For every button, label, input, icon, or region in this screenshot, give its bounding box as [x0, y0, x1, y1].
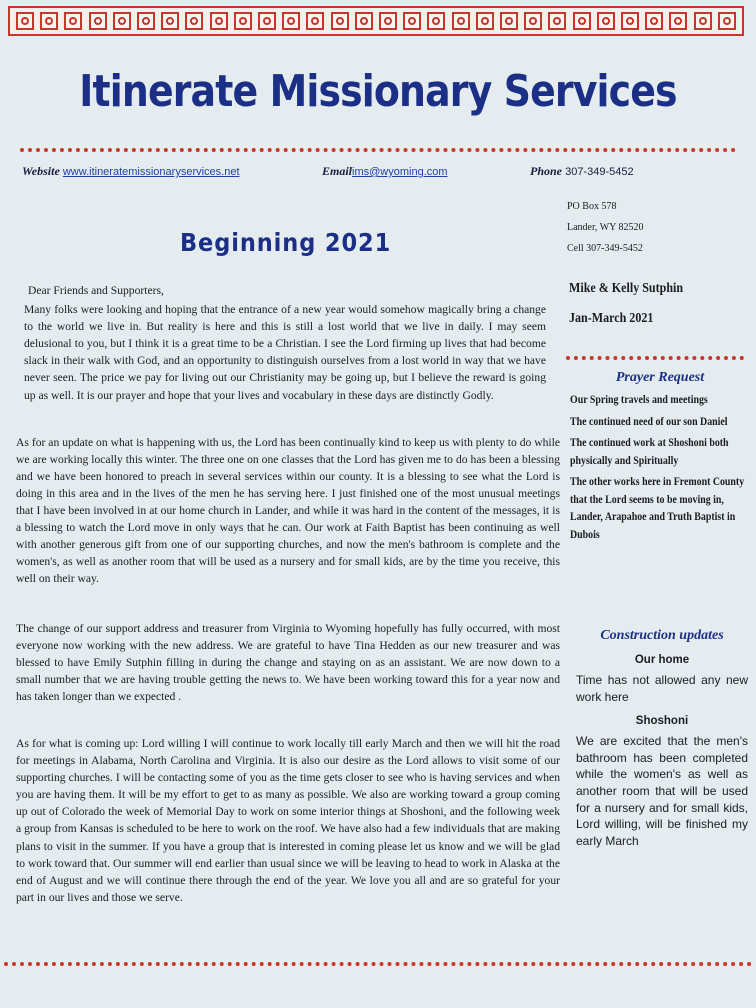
letter-greeting: Dear Friends and Supporters,: [28, 284, 164, 297]
newsletter-period: Jan-March 2021: [569, 311, 654, 326]
border-ring-icon: [185, 12, 203, 30]
letter-body: [16, 282, 560, 906]
border-ring-icon: [137, 12, 155, 30]
border-ring-icon: [403, 12, 421, 30]
top-dotted-divider: [20, 148, 736, 152]
border-ring-icon: [161, 12, 179, 30]
prayer-item: The continued work at Shoshoni both physically and Spiritually: [570, 437, 729, 467]
border-ring-icon: [210, 12, 228, 30]
address-cell: Cell 307-349-5452: [567, 243, 643, 254]
construction-updates-section: [576, 628, 748, 849]
decorative-top-border: [8, 6, 744, 36]
prayer-request-title: Prayer Request: [615, 370, 705, 385]
address-city: Lander, WY 82520: [567, 222, 644, 233]
border-ring-icon: [621, 12, 639, 30]
border-ring-icon: [89, 12, 107, 30]
mailing-address: [567, 196, 644, 259]
phone-number: 307-349-5452: [565, 166, 634, 178]
letter-paragraph: Many folks were looking and hoping that the entrance of a new year would somehow magically bring a change to the world we live in. But reality is here and this is still a lost world that we live in daily. I may seem delusional to you, but I think it is a great time to be a Christian. I see the Lord firming up lives that had become slack in their walk with God, and an opportunity to distinguish ourselves from a lost world in way that we have never seen. The price we pay for living out our Christianity may be going up, but I believe the reward is going up as well. It is our prayer and hope that your lives and vocabulary in these days are distinctly Godly.: [24, 303, 546, 402]
newsletter-heading: Beginning 2021: [180, 228, 392, 257]
border-ring-icon: [64, 12, 82, 30]
email-label: Email: [322, 164, 353, 178]
shoshoni-text: We are excited that the men's bathroom has been completed while the women's as well as another room that will be used for a nursery and for small kids, Lord willing, will be finished my early March: [576, 734, 748, 848]
border-ring-icon: [669, 12, 687, 30]
border-ring-icon: [258, 12, 276, 30]
construction-title: Construction updates: [600, 628, 724, 643]
website-contact: [22, 164, 240, 179]
border-ring-icon: [573, 12, 591, 30]
border-ring-icon: [234, 12, 252, 30]
sidebar-dotted-divider: [566, 356, 744, 360]
border-ring-icon: [355, 12, 373, 30]
border-ring-icon: [452, 12, 470, 30]
letter-paragraph: As for an update on what is happening with us, the Lord has been continually kind to keep us with plenty to do while we are working locally this winter. The three one on one classes that the Lord has given me to do has been a blessing and we have been honored to preach in several services within our county. It is a blessing to see what the Lord is doing in this area and in the lives of the men he has serving here. I just finished one of the most unusual meetings that I have been involved in at our home church in Lander, and while it was hard in the content of the messages, it is a blessing to watch the Lord move in only ways that he can. Our work at Faith Baptist has been continuing as well with another generous gift from one of our supporting churches, and now the men's bathroom is complete and the women's, as well as another room that will be used as a nursery and for small kids, are by the time you receive, this well on their way.: [16, 435, 560, 586]
email-contact: [322, 164, 448, 179]
website-label: Website: [22, 164, 60, 178]
border-ring-icon: [113, 12, 131, 30]
border-ring-icon: [282, 12, 300, 30]
border-ring-icon: [379, 12, 397, 30]
missionary-names-block: [569, 274, 683, 334]
organization-title: Itinerate Missionary Services: [79, 66, 677, 117]
phone-label: Phone: [530, 164, 563, 178]
prayer-item: Our Spring travels and meetings: [570, 394, 708, 406]
border-ring-icon: [718, 12, 736, 30]
border-ring-icon: [524, 12, 542, 30]
border-ring-icon: [40, 12, 58, 30]
website-link[interactable]: www.itineratemissionaryservices.net: [62, 166, 240, 178]
shoshoni-heading: Shoshoni: [635, 715, 689, 728]
border-ring-icon: [427, 12, 445, 30]
border-ring-icon: [16, 12, 34, 30]
address-po-box: PO Box 578: [567, 201, 617, 212]
our-home-text: Time has not allowed any new work here: [576, 673, 748, 704]
prayer-item: The continued need of our son Daniel: [570, 415, 728, 428]
letter-paragraph: The change of our support address and treasurer from Virginia to Wyoming hopefully has fully occurred, with most everyone now working with the new address. We are grateful to have Tina Hedden as our new treasurer and was blessed to have Emily Sutphin filling in during the change and staying on as an assistant. We are now down to a small number that we are having trouble getting the news to. We have been working toward this for a year now and has taken longer than we expected .: [16, 621, 560, 703]
bottom-dotted-divider: [4, 962, 752, 966]
border-ring-icon: [694, 12, 712, 30]
our-home-heading: Our home: [634, 654, 690, 666]
prayer-request-section: [570, 370, 750, 544]
prayer-item: The other works here in Fremont County that the Lord seems to be moving in, Lander, Arapahoe and Truth Baptist in Dubois: [570, 476, 745, 541]
border-ring-icon: [476, 12, 494, 30]
border-ring-icon: [548, 12, 566, 30]
border-ring-icon: [331, 12, 349, 30]
border-ring-icon: [500, 12, 518, 30]
border-ring-icon: [645, 12, 663, 30]
border-ring-icon: [306, 12, 324, 30]
border-ring-icon: [597, 12, 615, 30]
letter-paragraph: As for what is coming up: Lord willing I will continue to work locally till early March and then we will hit the road for meetings in Alabama, North Carolina and Virginia. It is also our desire as the Lord allows to visit some of our supporting churches. I will be contacting some of you as the time gets closer to see who is having services and when you are having them. It will be my effort to get to as many as possible. We also are working toward a group coming up out of Colorado the week of Memorial Day to work on some interior things at Shoshoni, and the following week a group from Kansas is scheduled to be here to work on the roof. We have also had a few individuals that are making plans to visit in the summer. If you have a group that is interested in coming please let us know and we will be glad to work toward that. Our summer will end earlier than usual since we will be leaving to head to work in Alaska at the end of August and we will continue there through the end of the year. We love you all and are so grateful for your part in our lives and those we serve.: [16, 736, 560, 904]
email-link[interactable]: ims@wyoming.com: [352, 166, 448, 178]
missionary-names: Mike & Kelly Sutphin: [569, 281, 684, 296]
phone-contact: [530, 164, 634, 179]
